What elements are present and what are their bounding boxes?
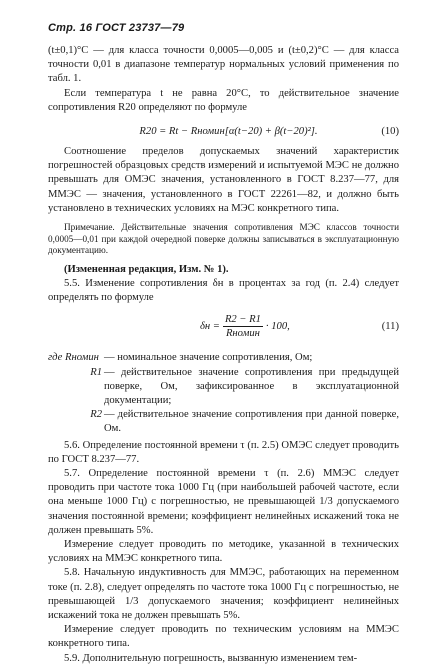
formula-11-lhs: δн = [199,320,220,332]
formula-11-number: (11) [381,320,399,332]
definition-item [48,351,399,365]
definition-symbol: R1 [90,366,102,378]
paragraph-5-7: 5.7. Определение постоянной времени τ (п. 2.6) ММЭС следует проводить при частоте тока 1000 Гц (при наибольшей рабочей частоте, если она меньше 1000 Гц) с погрешностью, не превышающей 1/3 допускаемого значения постоянной времени; коэффициент нелинейных искажений тока не должен превышать 5%. [48,468,399,536]
paragraph-5-9: 5.9. Дополнительную погрешность, вызванную изменением тем- [64,652,358,664]
definition-symbol: R2 [90,409,102,421]
definition-text: — действительное значение сопротивления при данной поверке, Ом. [104,409,399,435]
page-header: Стр. 16 ГОСТ 23737—79 [48,22,185,34]
definition-item [48,366,399,409]
formula-10-expression: R20 = Rt − Rномин[α(t−20) + β(t−20)²]. [139,125,318,137]
formula-11 [48,309,399,343]
formula-10 [48,124,399,138]
definitions-list [48,351,399,436]
formula-10-number: (10) [381,125,399,137]
paragraph-5-6: 5.6. Определение постоянной времени τ (п. 2.5) ОМЭС следует проводить по ГОСТ 8.237—77. [48,439,399,465]
paragraph-r20-intro: Если температура t не равна 20°С, то действительное значение сопротивления R20 определяют по формуле [48,87,399,113]
formula-11-rhs: · 100, [265,320,290,332]
paragraph-error-ratio: Соотношение пределов допускаемых значений характеристик погрешностей образцовых средств измерений и испытуемой МЭС не должно превышать для ОМЭС значения, установленного в ГОСТ 8.237—77, для ММЭС — значения, установленного в ГОСТ 22261—82, и должно быть установлено в технических условиях на МЭС конкретного типа. [48,146,399,214]
formula-11-denominator: Rномин [225,327,260,339]
note-paragraph: Примечание. Действительные значения сопротивления МЭС классов точности 0,0005—0,01 при каждой очередной поверке должны записываться в эксплуатационную документацию. [48,222,399,256]
formula-11-fraction [223,313,263,340]
definition-symbol: где Rномин [48,352,99,364]
paragraph-5-8-method: Измерение следует проводить по техническим условиям на ММЭС конкретного типа. [48,624,399,650]
definition-item [48,408,399,436]
formula-11-expression [48,313,382,340]
definition-text: — номинальное значение сопротивления, Ом; [104,352,313,364]
paragraph-5-8: 5.8. Начальную индуктивность для ММЭС, работающих на переменном токе (п. 2.8), следует определять по частоте тока 1000 Гц с погрешностью, не превышающей 1/3 допускаемого значения; коэффициент нелинейных искажений тока не должен превышать 5%. [48,567,399,622]
amendment-note: (Измененная редакция, Изм. № 1). [64,263,229,275]
definition-text: — действительное значение сопротивления при предыдущей поверке, Ом, зафиксированное в эксплуатационной документации; [104,366,399,407]
paragraph-temperature-tolerance: (t±0,1)°С — для класса точности 0,0005—0,005 и (t±0,2)°С — для класса точности 0,01 в диапазоне температур нормальных условий применения по табл. 1. [48,45,399,85]
formula-11-numerator: R2 − R1 [224,313,261,325]
paragraph-5-7-method: Измерение следует проводить по методике, указанной в технических условиях на ММЭС конкретного типа. [48,539,399,565]
paragraph-5-5: 5.5. Изменение сопротивления δн в процентах за год (п. 2.4) следует определять по формуле [48,278,399,304]
